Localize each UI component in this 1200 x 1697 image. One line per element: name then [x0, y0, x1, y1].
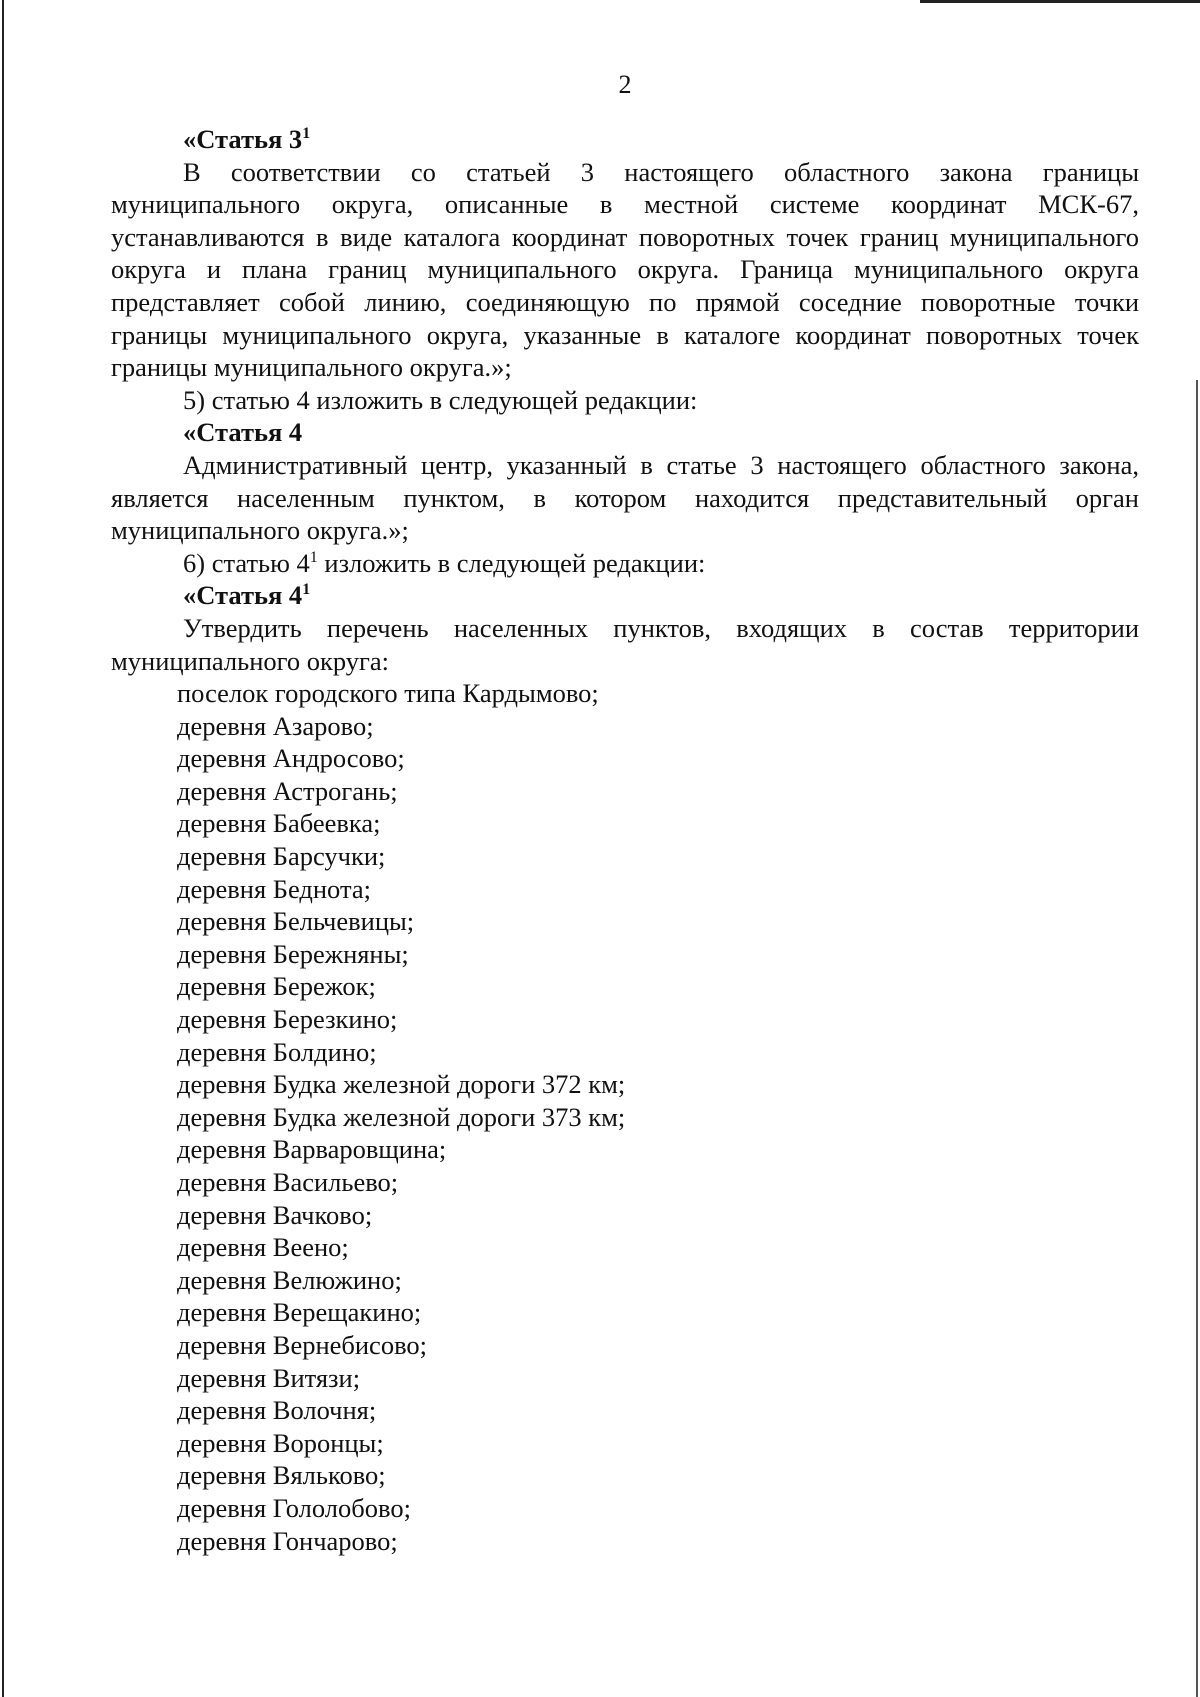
settlement-item: деревня Верещакино;	[177, 1297, 422, 1328]
settlement-item: деревня Витязи;	[177, 1362, 361, 1393]
settlement-item: деревня Вяльково;	[177, 1460, 386, 1491]
page-number: 2	[618, 70, 632, 99]
article-3-1-heading-text: «Статья 3	[183, 124, 303, 154]
settlement-item: деревня Гололобово;	[177, 1492, 411, 1523]
scan-edge-right	[1196, 380, 1198, 1697]
settlement-item: деревня Бельчевицы;	[177, 906, 415, 937]
amendment-item-6	[111, 547, 1139, 580]
article-3-1-paragraph: В соответствии со статьей 3 настоящего областного закона границы муниципального округа, описанные в местной системе координат МСК-67, устанавливаются в виде каталога координат поворотных точек границ муниципального округа и плана границ муниципального округа. Граница муниципального округа представляет собой линию, соединяющую по прямой соседние поворотные точки границы муниципального округа, указанные в каталоге координат поворотных точек границы муниципального округа.»;	[111, 156, 1139, 383]
scan-edge-top	[920, 0, 1200, 3]
settlement-item: деревня Березкино;	[177, 1004, 398, 1035]
settlement-item: деревня Васильево;	[177, 1167, 399, 1197]
settlement-item: деревня Веено;	[177, 1232, 349, 1263]
settlement-item: деревня Гончарово;	[177, 1525, 398, 1556]
amendment-item-6-prefix: 6) статью 4	[183, 547, 310, 578]
settlement-item: поселок городского типа Кардымово;	[177, 678, 599, 709]
settlement-item: деревня Болдино;	[177, 1036, 377, 1067]
settlement-item: деревня Беднота;	[177, 873, 371, 904]
settlement-item: деревня Будка железной дороги 373 км;	[177, 1101, 626, 1132]
settlement-item: деревня Велюжино;	[177, 1264, 402, 1295]
settlement-item: деревня Варваровщина;	[177, 1134, 447, 1165]
article-4-paragraph: Административный центр, указанный в статье 3 настоящего областного закона, является населенным пунктом, в котором находится представительный орган муниципального округа.»;	[111, 449, 1139, 546]
settlement-item: деревня Будка железной дороги 372 км;	[177, 1069, 626, 1100]
article-4-heading: «Статья 4	[183, 417, 303, 448]
settlement-item: деревня Вачково;	[177, 1199, 373, 1230]
amendment-item-6-superscript: 1	[309, 548, 318, 566]
settlement-item: деревня Барсучки;	[177, 841, 386, 872]
amendment-item-5: 5) статью 4 изложить в следующей редакции:	[183, 384, 698, 415]
settlement-list	[111, 677, 1139, 1557]
article-3-1-heading-superscript: 1	[302, 125, 311, 142]
article-4-1-heading-text: «Статья 4	[183, 580, 303, 611]
settlement-item: деревня Бережок;	[177, 971, 376, 1002]
scan-edge-left	[2, 0, 4, 1697]
settlement-item: деревня Астрогань;	[177, 775, 398, 806]
settlement-item: деревня Азарово;	[177, 710, 374, 741]
settlement-item: деревня Вернебисово;	[177, 1329, 428, 1360]
settlement-item: деревня Воронцы;	[177, 1427, 384, 1458]
article-4-1-heading	[111, 579, 1139, 612]
settlement-item: деревня Бабеевка;	[177, 808, 381, 839]
document-body	[111, 123, 1139, 1557]
amendment-item-6-suffix: изложить в следующей редакции:	[317, 547, 706, 578]
settlement-item: деревня Андросово;	[177, 743, 405, 774]
article-3-1-heading	[111, 123, 1139, 156]
settlement-item: деревня Бережняны;	[177, 938, 409, 969]
article-4-1-heading-superscript: 1	[302, 581, 311, 599]
article-4-1-paragraph: Утвердить перечень населенных пунктов, входящих в состав территории муниципального округа:	[111, 612, 1139, 676]
settlement-item: деревня Волочня;	[177, 1395, 377, 1426]
